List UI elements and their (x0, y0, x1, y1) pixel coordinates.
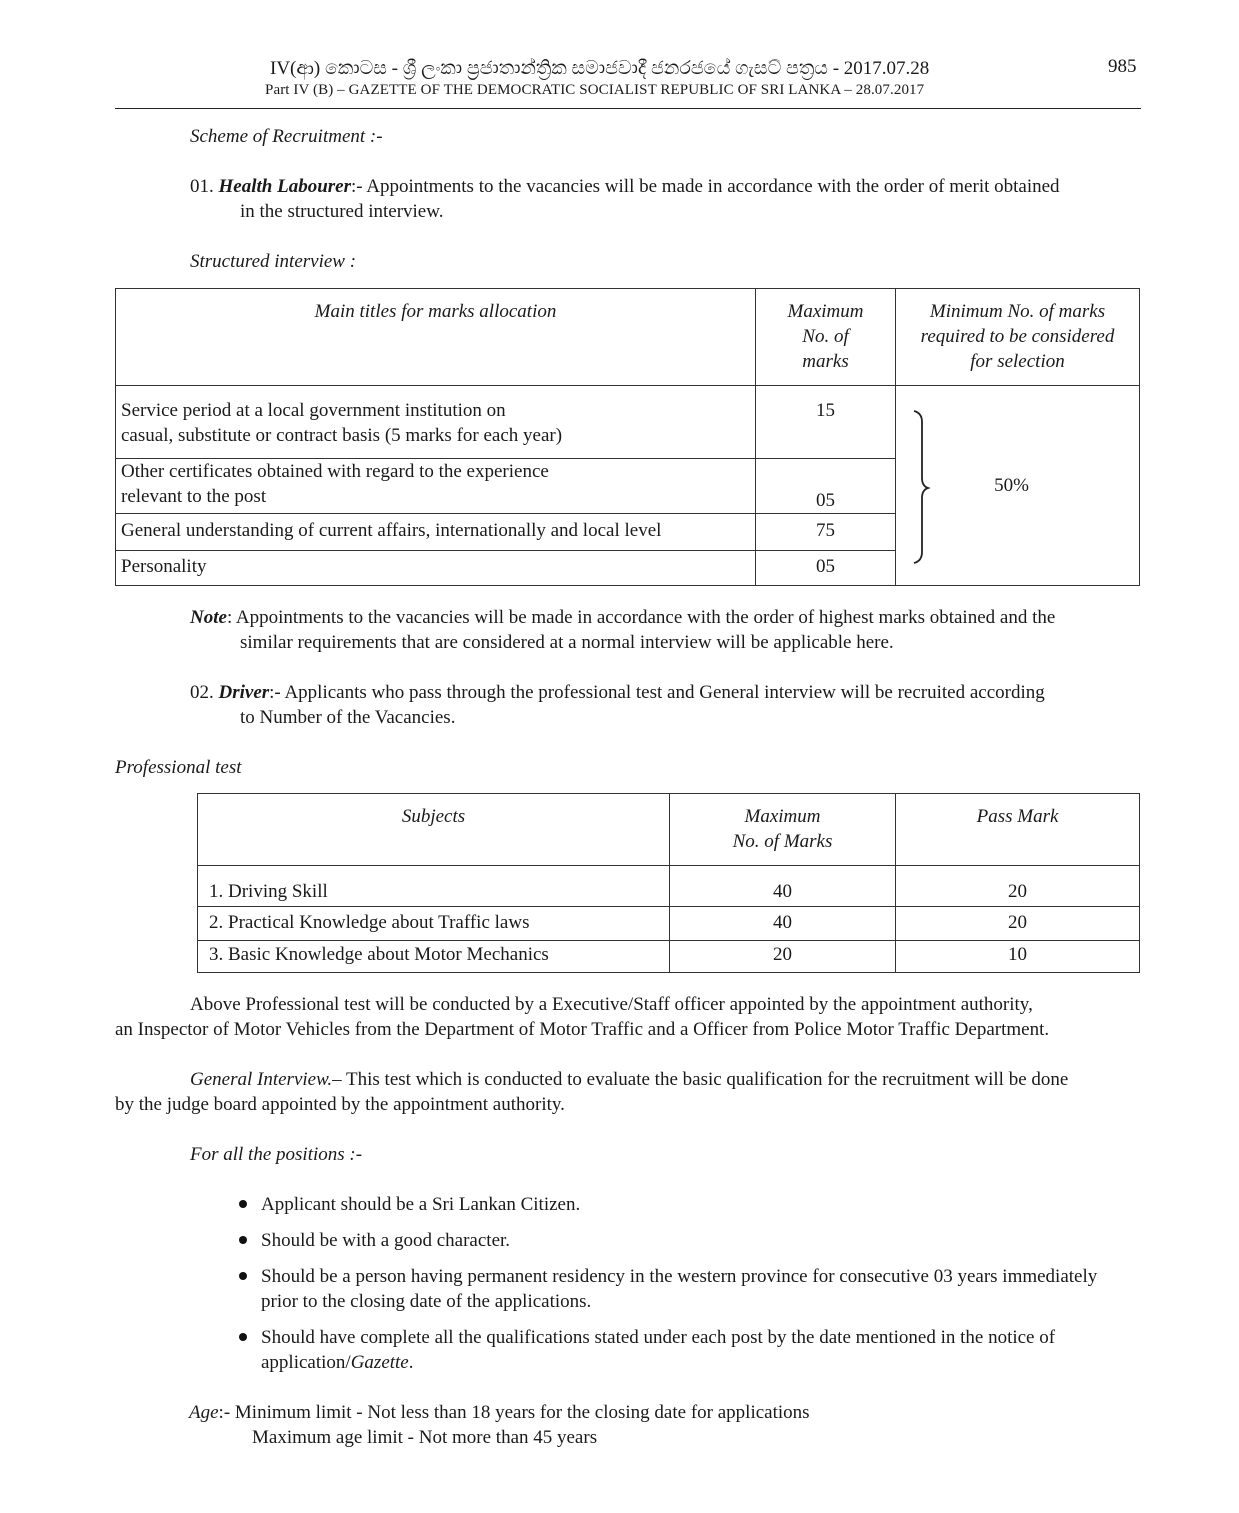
gazette-header-english: Part IV (B) – GAZETTE OF THE DEMOCRATIC SOCIALIST REPUBLIC OF SRI LANKA – 28.07.2017 (265, 82, 925, 98)
bullet-icon (239, 1200, 247, 1208)
item-driver: 02. Driver:- Applicants who pass through the professional test and General interview will be recruited according (190, 682, 1045, 703)
gazette-header-sinhala: IV(ආ) කොටස - ශ්‍රී ලංකා ප්‍රජාතාන්ත්‍රික සමාජවාදී ජනරජයේ ගැසට් පත්‍රය - 2017.07.28 (270, 58, 930, 79)
table-row: 1. Driving Skill 40 20 (198, 866, 1140, 907)
header-max-marks: Maximum No. of marks (756, 289, 896, 386)
header-rule (115, 108, 1141, 109)
item-text: :- Appointments to the vacancies will be made in accordance with the order of merit obtained (350, 176, 1060, 197)
note-cont: similar requirements that are considered at a normal interview will be applicable here. (240, 632, 894, 653)
professional-test-table (197, 793, 1140, 973)
scheme-heading: Scheme of Recruitment :- (190, 126, 383, 147)
structured-interview-heading: Structured interview : (190, 251, 357, 272)
note: Note: Appointments to the vacancies will be made in accordance with the order of highest marks obtained and the (190, 607, 1056, 628)
general-interview: General Interview.– This test which is conducted to evaluate the basic qualification for the recruitment will be done (190, 1069, 1069, 1090)
item-driver-cont: to Number of the Vacancies. (240, 707, 456, 728)
min-required-cell (896, 386, 1140, 586)
table-row: Other certificates obtained with regard to the experience relevant to the post 05 (116, 459, 1140, 514)
table-row: Personality 05 (116, 551, 1140, 586)
list-item-cont: prior to the closing date of the applications. (261, 1291, 592, 1312)
professional-test-heading: Professional test (115, 757, 242, 778)
min-required-value: 50% (994, 475, 1029, 496)
age-limits-cont: Maximum age limit - Not more than 45 years (252, 1427, 598, 1448)
header-pass-mark: Pass Mark (896, 794, 1140, 866)
item-health-labourer (190, 174, 1141, 199)
table-row: Service period at a local government institution on casual, substitute or contract basis (5 marks for each year) 15 50% (116, 386, 1140, 459)
table-row: 3. Basic Knowledge about Motor Mechanics 20 10 (198, 941, 1140, 973)
age-limits: Age:- Minimum limit - Not less than 18 years for the closing date for applications (189, 1402, 810, 1423)
list-item: Should be with a good character. (261, 1230, 511, 1251)
list-item: Should be a person having permanent residency in the western province for consecutive 03 years immediately (261, 1266, 1098, 1287)
bullet-icon (239, 1236, 247, 1244)
general-interview-cont: by the judge board appointed by the appointment authority. (115, 1094, 565, 1115)
table-row: 2. Practical Knowledge about Traffic laws 40 20 (198, 907, 1140, 941)
page-number: 985 (1108, 56, 1137, 77)
bullet-icon (239, 1272, 247, 1280)
header-min-marks: Minimum No. of marks required to be considered for selection (896, 289, 1140, 386)
item-title: Health Labourer (218, 176, 351, 197)
bullet-icon (239, 1333, 247, 1341)
professional-para-line2: an Inspector of Motor Vehicles from the Department of Motor Traffic and a Officer from Police Motor Traffic Department. (115, 1019, 1050, 1040)
list-item: Should have complete all the qualifications stated under each post by the date mentioned in the notice of (261, 1327, 1056, 1348)
item-health-labourer-cont: in the structured interview. (240, 201, 444, 222)
professional-para-line1: Above Professional test will be conducted by a Executive/Staff officer appointed by the appointment authority, (190, 994, 1033, 1015)
brace-icon (912, 408, 934, 566)
header-subjects: Subjects (198, 794, 670, 866)
table-row: General understanding of current affairs, internationally and local level 75 (116, 514, 1140, 551)
list-item-cont: application/Gazette. (261, 1352, 414, 1373)
item-number: 01. (190, 176, 214, 197)
structured-interview-table (115, 288, 1140, 586)
all-positions-heading: For all the positions :- (190, 1144, 363, 1165)
header-max-marks: Maximum No. of Marks (670, 794, 896, 866)
list-item: Applicant should be a Sri Lankan Citizen. (261, 1194, 581, 1215)
header-main-titles: Main titles for marks allocation (116, 289, 756, 386)
